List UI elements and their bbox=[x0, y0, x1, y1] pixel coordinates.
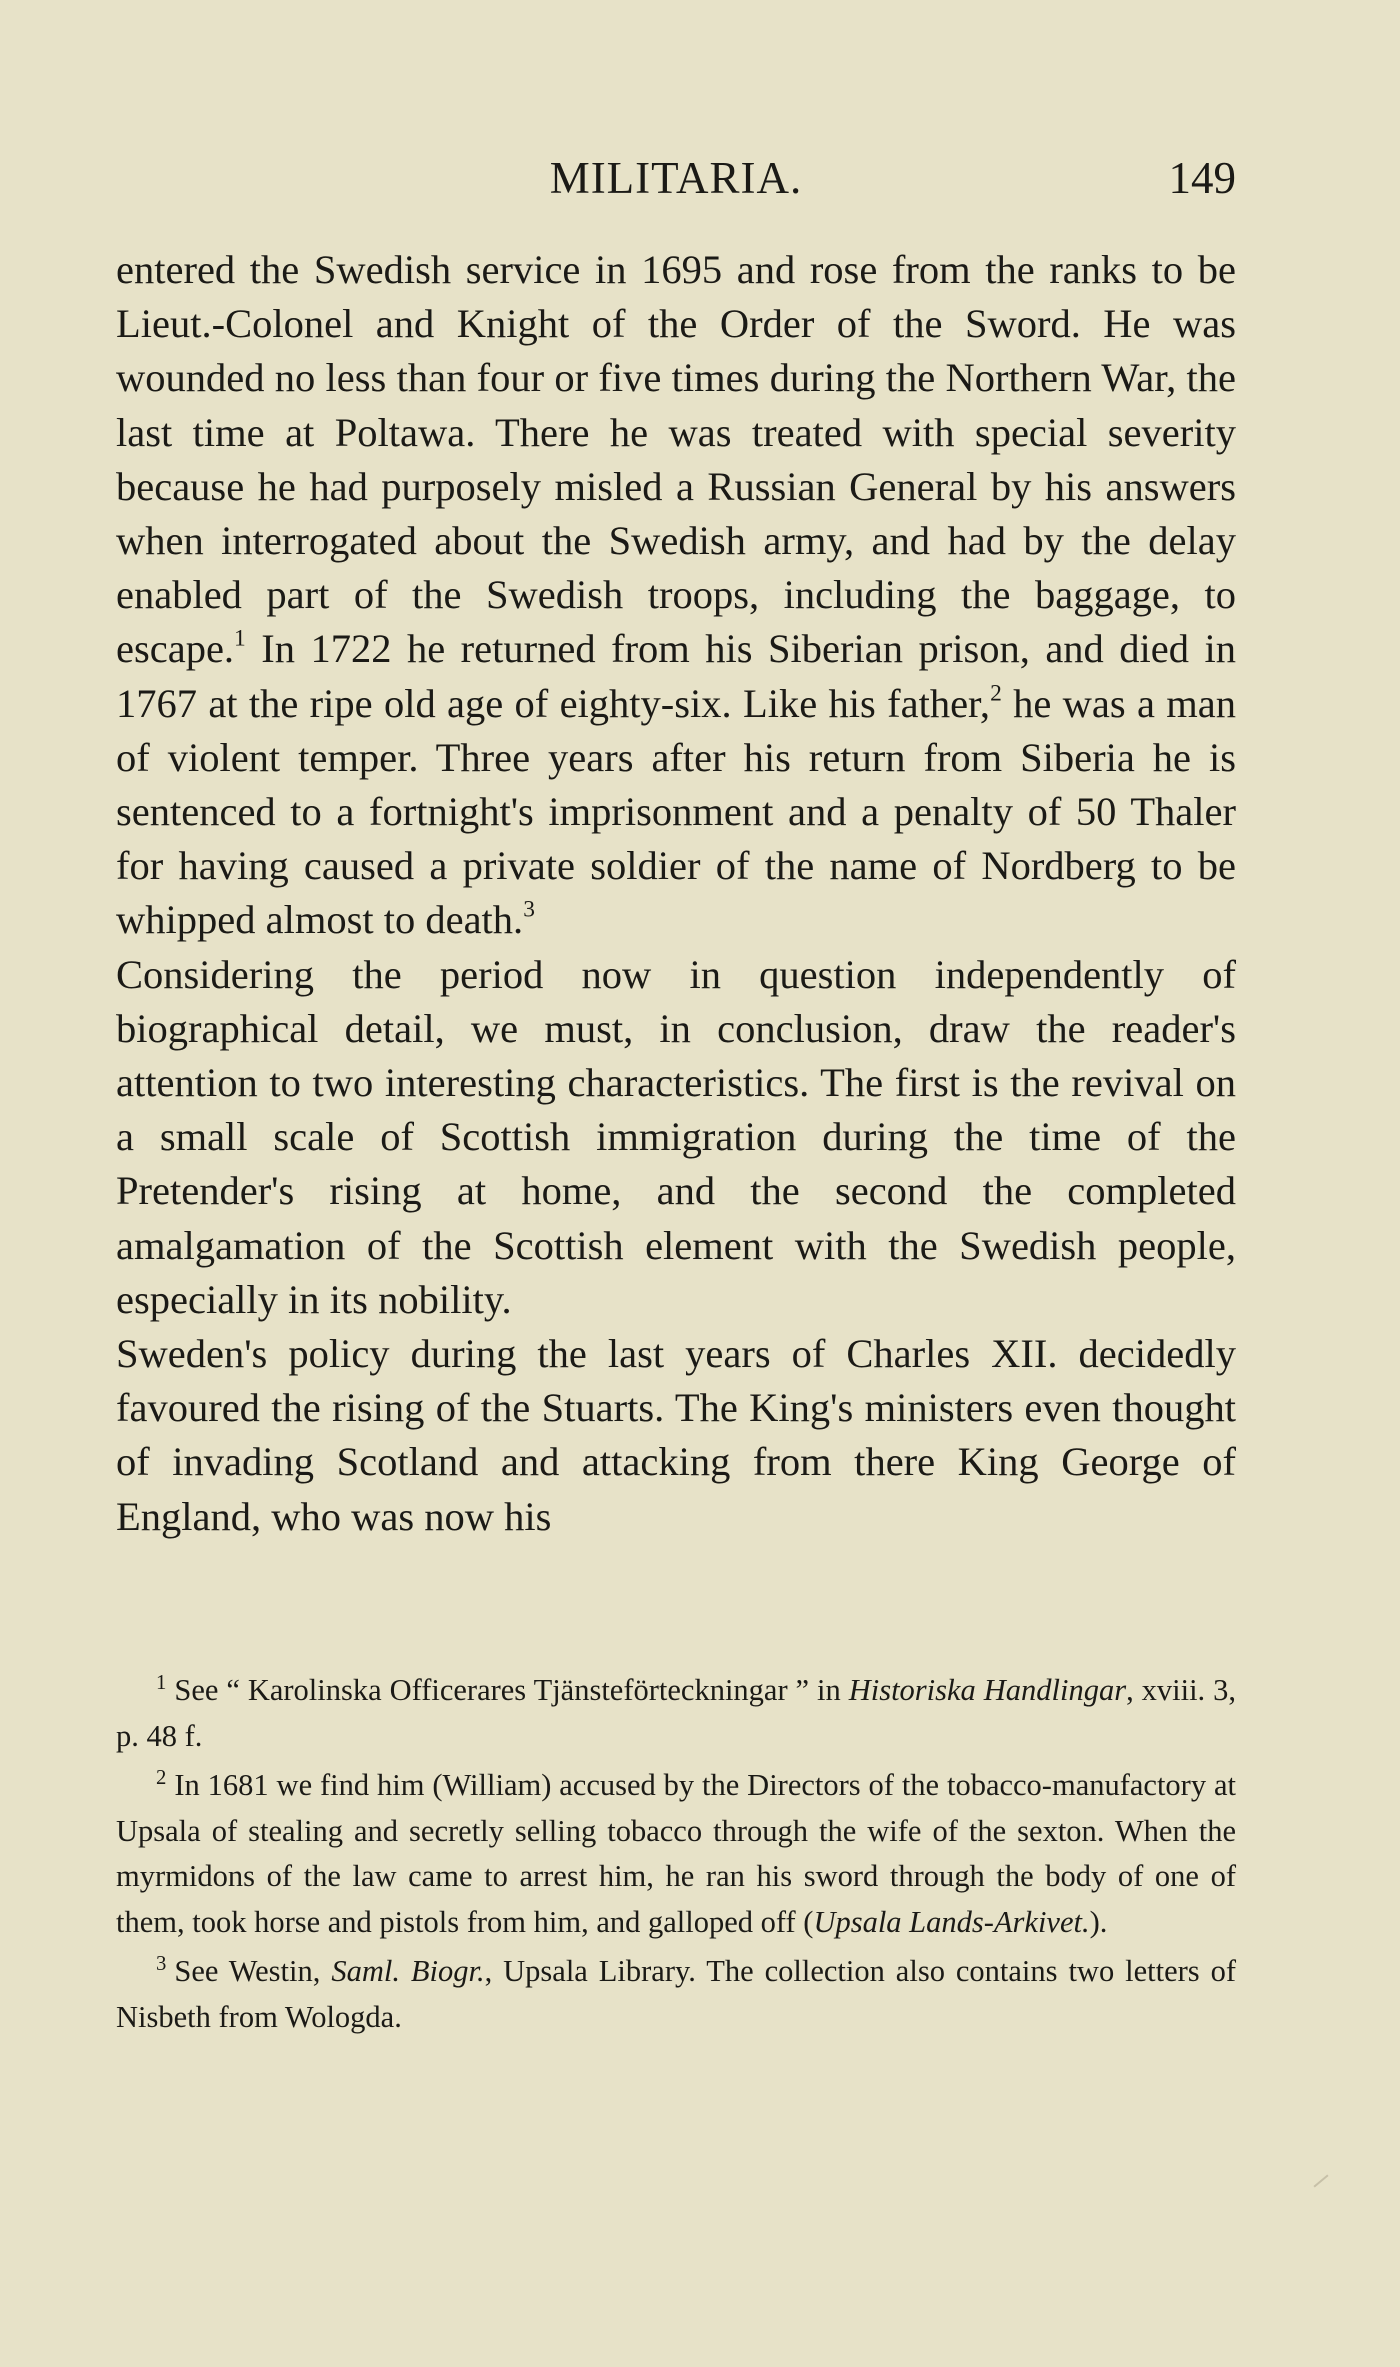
paragraph-1 bbox=[116, 243, 1236, 948]
footnote-3-mark: 3 bbox=[156, 1952, 167, 1975]
running-title: MILITARIA. bbox=[549, 153, 803, 203]
footnote-3-text-a: See Westin, bbox=[174, 1954, 332, 1988]
footnote-1-mark: 1 bbox=[156, 1671, 167, 1694]
footnotes bbox=[116, 1668, 1236, 2040]
footnote-ref-3: 3 bbox=[523, 897, 535, 923]
footnote-2-mark: 2 bbox=[156, 1766, 167, 1789]
footnote-2-italic: Upsala Lands-Arkivet. bbox=[813, 1904, 1090, 1939]
paper-mark bbox=[1313, 2174, 1328, 2187]
body-text bbox=[116, 243, 1236, 1544]
footnote-1 bbox=[116, 1668, 1236, 1759]
running-head bbox=[116, 148, 1236, 208]
paragraph-3: Sweden's policy during the last years of Charles XII. decidedly favoured the rising of the Stuarts. The King's ministers even thought of invading Scotland and attacking from there King George of England, who was now his bbox=[116, 1331, 1236, 1539]
footnote-2-text-b: ). bbox=[1089, 1904, 1108, 1939]
footnote-1-text-a: See “ Karolinska Officerares Tjänsteförteckningar ” in bbox=[174, 1673, 849, 1707]
footnote-ref-1: 1 bbox=[234, 625, 246, 652]
paragraph-1-part-a: entered the Swedish service in 1695 and rose from the ranks to be Lieut.-Colonel and Knight of the Order of the Sword. He was wounded no less than four or five times during the Northern War, the last time at Poltawa. There he was treated with special severity because he had purposely misled a Russian General by his answers when interrogated about the Swedish army, and had by the delay enabled part of the Swedish troops, including the baggage, to escape. bbox=[116, 247, 1236, 672]
footnote-3 bbox=[116, 1949, 1236, 2040]
paragraph-1-part-c: he was a man of violent temper. Three years after his return from Siberia he is sentenced to a fortnight's imprisonment and a penalty of 50 Thaler for having caused a private soldier of the name of Nordberg to be whipped almost to death. bbox=[116, 680, 1236, 943]
footnote-3-italic: Saml. Biogr. bbox=[331, 1954, 485, 1988]
footnote-1-text-b: , xviii. 3, p. 48 f. bbox=[116, 1673, 1236, 1753]
paragraph-2: Considering the period now in question independently of biographical detail, we must, in conclusion, draw the reader's attention to two interesting characteristics. The first is the revival on a small scale of Scottish immigration during the time of the Pretender's rising at home, and the second the completed amalgamation of the Scottish element with the Swedish people, especially in its nobility. bbox=[116, 951, 1236, 1322]
footnote-ref-2: 2 bbox=[990, 680, 1002, 707]
footnote-2 bbox=[116, 1763, 1236, 1945]
page-number: 149 bbox=[1168, 153, 1236, 203]
footnote-2-text-a: In 1681 we find him (William) accused by the Directors of the tobacco-manufactory at Upsala of stealing and secretly selling tobacco through the wife of the sexton. When the myrmidons of the law came to arrest him, he ran his sword through the body of one of them, took horse and pistols from him, and galloped off ( bbox=[116, 1768, 1236, 1939]
paragraph-1-part-b: In 1722 he returned from his Siberian prison, and died in 1767 at the ripe old age of eighty-six. Like his father, bbox=[116, 626, 1236, 726]
footnote-3-text-b: , Upsala Library. The collection also contains two letters of Nisbeth from Wologda. bbox=[116, 1954, 1237, 2034]
footnote-1-italic: Historiska Handlingar bbox=[848, 1673, 1127, 1707]
